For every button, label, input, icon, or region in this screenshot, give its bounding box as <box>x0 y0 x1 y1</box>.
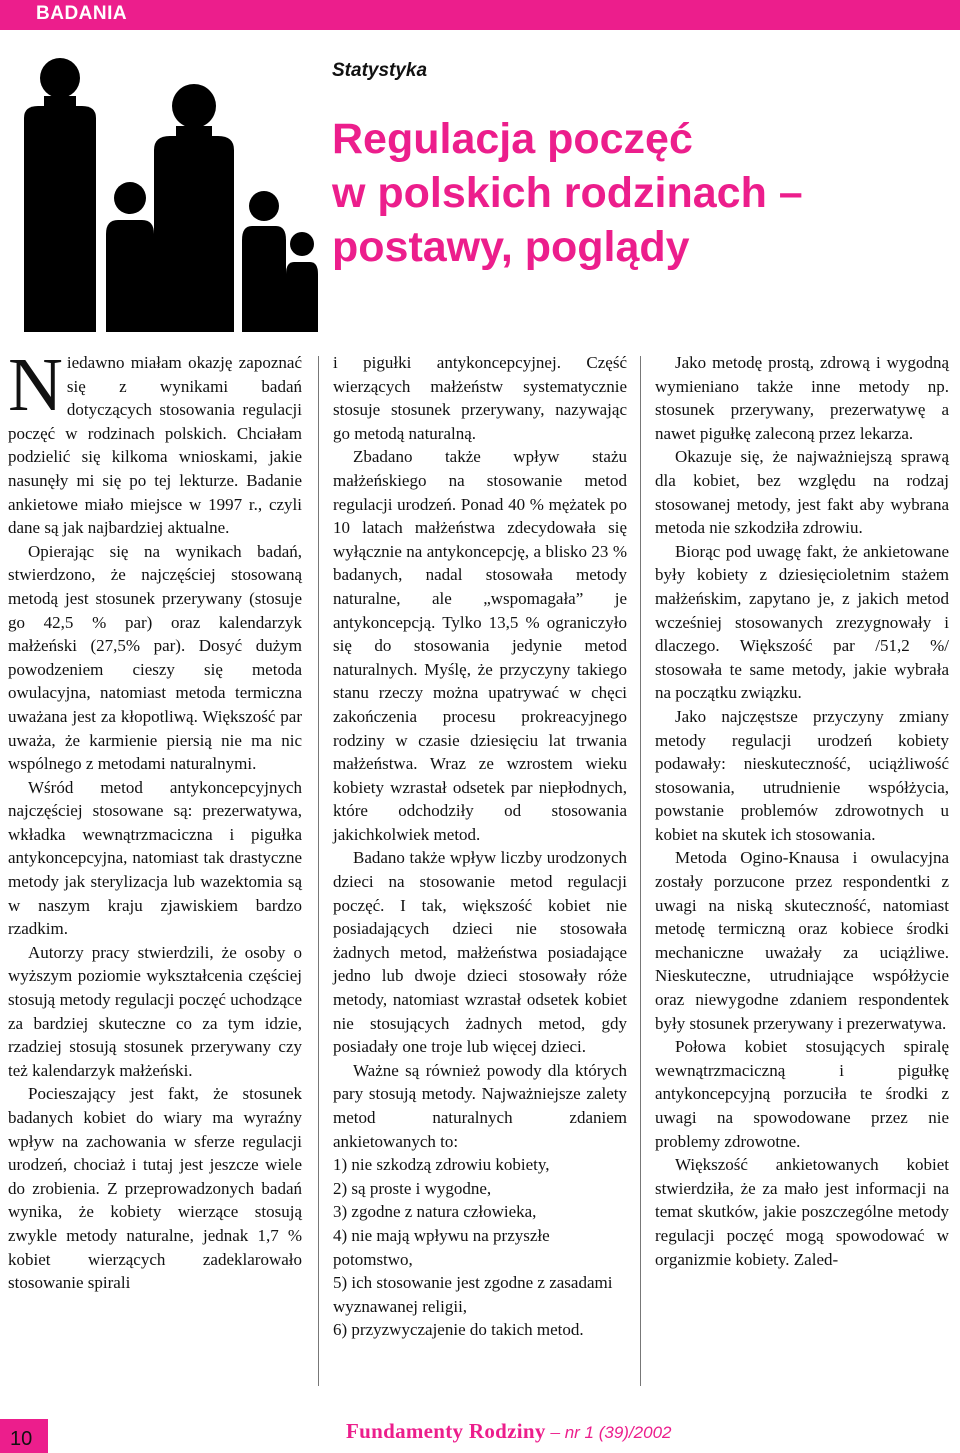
article-category: Statystyka <box>332 60 428 81</box>
section-label: BADANIA <box>36 3 128 24</box>
paragraph: Jako metodę prostą, zdrową i wygodną wymieniano także inne metody np. stosunek przerywany, prezerwatywę a nawet pigułkę zaleconą przez lekarza. <box>655 353 949 443</box>
list-item: 5) ich stosowanie jest zgodne z zasadami wyznawanej religii, <box>333 1273 613 1316</box>
drop-cap: N <box>8 343 63 427</box>
list-item: 2) są proste i wygodne, <box>333 1178 492 1198</box>
paragraph: Okazuje się, że najważniejszą sprawą dla kobiet, bez względu na rodzaj stosowanej metody, jest fakt aby wybrana metoda nie szkodziła zdrowiu. <box>655 447 949 538</box>
title-line: w polskich rodzinach – <box>332 169 803 217</box>
paragraph: Jako najczęstsze przyczyny zmiany metody regulacji urodzeń kobiety podawały: nieskuteczność, uciążliwość stosowania, utrudnienie współżycia, powstanie problemów zdrowotnych u kobiet na skutek ich stosowania. <box>655 706 949 844</box>
list-item: 1) nie szkodzą zdrowiu kobiety, <box>333 1155 550 1175</box>
article-title <box>332 112 952 274</box>
text-column-2 <box>333 351 627 1381</box>
paragraph: Opierając się na wynikach badań, stwierdzono, że najczęściej stosowaną metodą jest stosunek przerywany (stosuje go 42,5 % par) oraz kalendarzyk małżeński (27,5% par). Dosyć dużym powodzeniem cieszy się metoda owulacyjna, natomiast metoda termiczna uważana jest za kłopotliwą. Większość par uważa, że karmienie piersią nie ma nic wspólnego z metodami naturalnymi. <box>8 541 302 774</box>
title-line: Regulacja poczęć <box>332 115 693 163</box>
text-column-1 <box>8 343 302 1381</box>
footer-dash: – <box>545 1422 565 1443</box>
paragraph: Badano także wpływ liczby urodzonych dzieci na stosowanie metod regulacji poczęć. I tak, większość kobiet nie posiadających dzieci nie stosowała żadnych metod, małżeństwa posiadające jedno lub dwoje dzieci stosowały róże metody, natomiast wzrastał odsetek kobiet nie stosujących żadnych metod, gdy posiadały one troje lub więcej dzieci. <box>333 848 627 1057</box>
paragraph: Wśród metod antykoncepcyjnych najczęściej stosowane są: prezerwatywa, wkładka wewnątrzmaciczna i pigułka antykoncepcyjna, natomiast tak drastyczne metody jak sterylizacja lub wazektomia są w naszym kraju zjawiskiem bardzo rzadkim. <box>8 777 302 939</box>
magazine-name: Fundamenty Rodziny <box>346 1419 546 1443</box>
paragraph: Zbadano także wpływ stażu małżeńskiego na stosowanie metod regulacji urodzeń. Ponad 40 % mężatek po 10 latach małżeństwa zdecydowała się wyłącznie na antykoncepcję, a blisko 23 % badanych, nadal stosowała metody naturalne, ale „wspomagała” je antykoncepcją. Tylko 13,5 % ograniczyło się do stosowania jedynie metod naturalnych. Myślę, że przyczyny takiego stanu rzeczy można upatrywać w chęci zakończenia procesu prokreacyjnego rodziny w czasie dziesięciu lat trwania małżeństwa. Wraz ze wzrostem wieku kobiety wzrastał odsetek par niepłodnych, które odchodziły od stosowania jakichkolwiek metod. <box>333 447 627 844</box>
paragraph: Ważne są również powody dla których pary stosują metody. Najważniejsze zalety metod naturalnych zdaniem ankietowanych to: <box>333 1060 627 1151</box>
paragraph: Autorzy pracy stwierdzili, że osoby o wyższym poziomie wykształcenia częściej stosują metody regulacji poczęć uchodzące za bardziej skuteczne co za tym idzie, rzadziej stosują stosunek przerywany czy też kalendarzyk małżeński. <box>8 942 302 1080</box>
paragraph: Połowa kobiet stosujących spiralę wewnątrzmaciczną i pigułkę antykoncepcyjną porzuciła te środki z uwagi na spowodowane przez nie problemy zdrowotne. <box>655 1037 949 1151</box>
paragraph: i pigułki antykoncepcyjnej. Część wierzących małżeństw systematycznie stosuje stosunek przerywany, nazywając go metodą naturalną. <box>333 353 627 443</box>
paragraph <box>8 343 302 540</box>
list-item: 6) przyzwyczajenie do takich metod. <box>333 1320 584 1340</box>
section-bar <box>0 0 960 30</box>
paragraph: Pocieszający jest fakt, że stosunek badanych kobiet do wiary ma wyraźny wpływ na zachowania w sferze regulacji urodzeń, chociaż i tutaj jest jeszcze wiele do zrobienia. Z przeprowadzonych badań wynika, że kobiety wierzące stosują zwykle metody naturalne, jednak 1,7 % kobiet wierzących zadeklarowało stosowanie spirali <box>8 1084 302 1293</box>
column-divider <box>640 356 641 1386</box>
title-line: postawy, poglądy <box>332 223 690 271</box>
list-item: 3) zgodne z natura człowieka, <box>333 1202 537 1222</box>
column-divider <box>318 356 319 1386</box>
paragraph-text: iedawno miałam okazję zapoznać się z wynikami badań dotyczących stosowania regulacji poczęć w rodzinach polskich. Chciałam podzielić się kilkoma wnioskami, jakie nasunęły mi się po tej lekturze. Badanie ankietowe miało miejsce w 1997 r., czyli dane są jak najbardziej aktualne. <box>8 353 302 538</box>
paragraph: Metoda Ogino-Knausa i owulacyjna zostały porzucone przez respondentki z uwagi na niską skuteczność, natomiast metodę termiczną oraz kobiece środki mechaniczne uważały za uciążliwe. Nieskuteczne, utrudniające współżycie oraz niewygodne zdaniem respondentek były stosunek przerywany i prezerwatywa. <box>655 848 949 1033</box>
page-number: 10 <box>10 1428 33 1450</box>
issue-number: nr 1 (39)/2002 <box>564 1423 672 1442</box>
paragraph: Biorąc pod uwagę fakt, że ankietowane były kobiety z dziesięcioletnim stażem małżeńskim, zapytano je, z jakich metod wcześniej stosowanych zrezygnowały i dlaczego. Większość par /51,2 %/ stosowała te same metody, jakie wybrała na początku związku. <box>655 541 949 703</box>
list-item: 4) nie mają wpływu na przyszłe potomstwo, <box>333 1225 550 1269</box>
text-column-3 <box>655 351 949 1381</box>
paragraph: Większość ankietowanych kobiet stwierdziła, że za mało jest informacji na temat skutków, jakie poszczególne metody regulacji poczęć mogą spowodować w organizmie kobiety. Zaled- <box>655 1155 949 1269</box>
footer-masthead <box>346 1419 671 1444</box>
family-silhouette-icon <box>18 48 318 332</box>
